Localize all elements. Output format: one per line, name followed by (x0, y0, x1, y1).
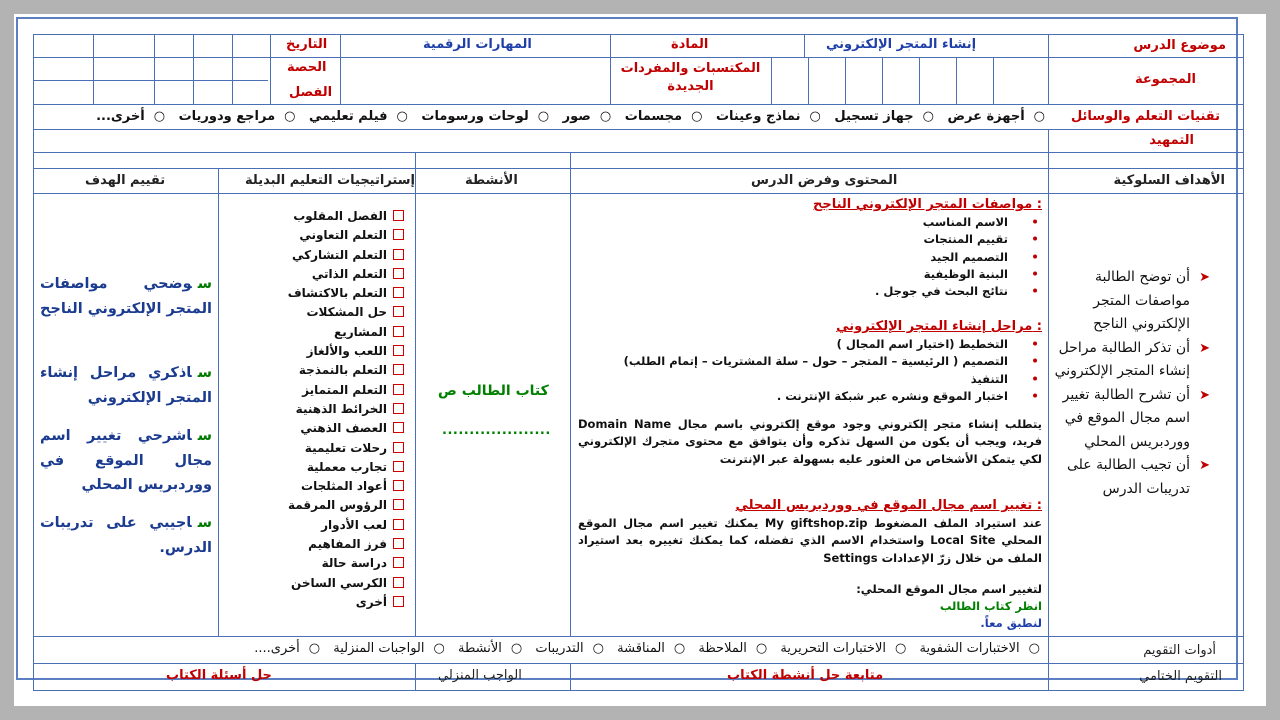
homework-label: الواجب المنزلي (438, 668, 522, 683)
strategy-item[interactable]: التعلم المتمايز (288, 381, 404, 400)
checkbox-icon[interactable] (393, 210, 404, 221)
specs-list (875, 214, 1042, 300)
assessment-option[interactable]: ○الواجبات المنزلية (333, 641, 445, 656)
assessment-option[interactable]: ○الاختبارات الشفوية (919, 641, 1040, 656)
course-label: المادة (671, 37, 709, 52)
intro-label: التمهيد (1149, 133, 1194, 148)
tools-option[interactable]: ○فيلم تعليمي (309, 109, 408, 124)
apply-together-note: لنطبق معاً. (980, 616, 1042, 630)
checkbox-icon[interactable] (393, 306, 404, 317)
assessment-options (245, 641, 1040, 657)
arrow-left-icon: ➤ (1199, 387, 1210, 403)
checkbox-icon[interactable] (393, 229, 404, 240)
strategy-item[interactable]: أعواد المثلجات (288, 477, 404, 496)
vocab-label: المكتسبات والمفردات الجديدة (620, 61, 761, 94)
checkbox-icon[interactable] (393, 596, 404, 607)
assessment-option[interactable]: ○الأنشطة (457, 641, 523, 656)
domain-paragraph: يتطلب إنشاء متجر إلكتروني وجود موقع إلكتروني باسم مجال Domain Name فريد، ويجب أن يكون من السهل تذكره وأن يتوافق مع محتوى متجرك الإلكتروني لكي يتمكن الأشخاص من العثور عليه بسهولة عبر الإنترنت (578, 417, 1042, 466)
strategy-item[interactable]: رحلات تعليمية (288, 439, 404, 458)
checkbox-icon[interactable] (393, 345, 404, 356)
see-book-note: انظر كتاب الطالب (939, 599, 1042, 613)
arrow-left-icon: ➤ (1199, 340, 1210, 356)
stages-heading: مراحل إنشاء المتجر الإلكتروني : (836, 319, 1042, 334)
checkbox-icon[interactable] (393, 557, 404, 568)
strategy-item[interactable]: العصف الذهني (288, 419, 404, 438)
objective-item: ➤ أن توضح الطالبة مواصفات المتجر الإلكتروني الناجح (1054, 266, 1210, 337)
tools-option[interactable]: ○لوحات ورسومات (421, 109, 550, 124)
assessment-option[interactable]: ○أخرى.... (254, 641, 321, 656)
content-header: المحتوى وفرض الدرس (751, 173, 898, 188)
checkbox-icon[interactable] (393, 577, 404, 588)
stage-item: • التخطيط (اختيار اسم المجال ) (624, 336, 1042, 353)
checkbox-icon[interactable] (393, 364, 404, 375)
tools-option[interactable]: ○مراجع ودوريات (178, 109, 296, 124)
spec-item: • البنية الوظيفية (875, 266, 1042, 283)
arrow-left-icon: ➤ (1199, 458, 1210, 473)
tools-option[interactable]: ○جهاز تسجيل (834, 109, 934, 124)
checkbox-icon[interactable] (393, 538, 404, 549)
strategy-item[interactable]: الكرسي الساخن (288, 574, 404, 593)
tools-options (87, 109, 1045, 125)
class-label: الفصل (289, 85, 333, 100)
checkbox-icon[interactable] (393, 499, 404, 510)
tools-option[interactable]: ○أخرى... (96, 109, 166, 124)
subject-value: إنشاء المتجر الإلكتروني (826, 37, 977, 52)
spec-item: • نتائج البحث في جوجل . (875, 283, 1042, 300)
strategy-item[interactable]: المشاريع (288, 323, 404, 342)
strategy-item[interactable]: لعب الأدوار (288, 516, 404, 535)
assessment-option[interactable]: ○التدريبات (535, 641, 605, 656)
evaluation-question: ساجيبي على تدريبات الدرس. (40, 515, 212, 556)
final-evaluation-label: التقويم الختامي (1139, 669, 1222, 684)
strategies-header: إستراتيجيات التعليم البديلة (245, 173, 415, 188)
homework-value: حل أسئلة الكتاب (166, 668, 272, 683)
strategy-item[interactable]: الرؤوس المرقمة (288, 496, 404, 515)
stage-item: • اختبار الموقع ونشره عبر شبكة الإنترنت . (624, 388, 1042, 405)
assessment-option[interactable]: ○الاختبارات التحريرية (780, 641, 907, 656)
tools-option[interactable]: ○نماذج وعينات (715, 109, 821, 124)
arrow-left-icon: ➤ (1199, 270, 1210, 285)
strategy-item[interactable]: التعلم بالنمذجة (288, 361, 404, 380)
objectives-header: الأهداف السلوكية (1113, 173, 1225, 188)
checkbox-icon[interactable] (393, 442, 404, 453)
tools-label: تقنيات التعلم والوسائل (1070, 109, 1220, 124)
strategies-list (288, 207, 404, 612)
strategy-item[interactable]: تجارب معملية (288, 458, 404, 477)
activities-book: كتاب الطالب ص (438, 383, 549, 399)
activities-header: الأنشطة (465, 173, 518, 188)
course-value: المهارات الرقمية (423, 37, 532, 52)
spec-item: • التصميم الجيد (875, 249, 1042, 266)
checkbox-icon[interactable] (393, 461, 404, 472)
strategy-item[interactable]: التعلم الذاتي (288, 265, 404, 284)
checkbox-icon[interactable] (393, 403, 404, 414)
checkbox-icon[interactable] (393, 422, 404, 433)
tools-option[interactable]: ○صور (562, 109, 612, 124)
tools-option[interactable]: ○مجسمات (624, 109, 703, 124)
activities-page-dots: .................... (442, 423, 551, 438)
checkbox-icon[interactable] (393, 249, 404, 260)
strategy-item[interactable]: اللعب والألغاز (288, 342, 404, 361)
rename-heading: تغيير اسم مجال الموقع في ووردبريس المحلي : (735, 498, 1042, 513)
date-label: التاريخ (286, 37, 328, 52)
strategy-item[interactable]: حل المشكلات (288, 303, 404, 322)
objective-item: ➤ أن تشرح الطالبة تغيير اسم مجال الموقع في ووردبريس المحلي (1054, 384, 1210, 455)
final-evaluation-value: متابعة حل أنشطة الكتاب (727, 668, 884, 683)
specs-heading: مواصفات المتجر الإلكتروني الناجح : (813, 197, 1042, 212)
checkbox-icon[interactable] (393, 268, 404, 279)
evaluation-question: سوضحي مواصفات المتجر الإلكتروني الناجح (39, 276, 212, 317)
period-label: الحصة (287, 60, 327, 75)
strategy-item[interactable]: الفصل المقلوب (288, 207, 404, 226)
strategy-item[interactable]: التعلم التشاركي (288, 246, 404, 265)
strategy-item[interactable]: أخرى (288, 593, 404, 612)
spec-item: • تقييم المنتجات (875, 231, 1042, 248)
group-label: المجموعة (1134, 72, 1196, 87)
strategy-item[interactable]: فرز المفاهيم (288, 535, 404, 554)
checkbox-icon[interactable] (393, 287, 404, 298)
checkbox-icon[interactable] (393, 480, 404, 491)
tools-option[interactable]: ○أجهزة عرض (947, 109, 1045, 124)
checkbox-icon[interactable] (393, 326, 404, 337)
stages-list (624, 336, 1042, 405)
strategy-item[interactable]: التعلم التعاوني (288, 226, 404, 245)
strategy-item[interactable]: التعلم بالاكتشاف (288, 284, 404, 303)
rename-steps-line: لتغيير اسم مجال الموقع المحلي: (856, 582, 1042, 596)
evaluation-question: ساذكري مراحل إنشاء المتجر الإلكتروني (40, 365, 212, 406)
strategy-item[interactable]: دراسة حالة (288, 554, 404, 573)
rename-paragraph: عند استيراد الملف المضغوط My giftshop.zip يمكنك تغيير اسم مجال الموقع المحلي Local Site واستخدام الاسم الذي تفضله، كما يمكنك تغييره بعد استيراد الملف من خلال زرّ الإعدادات Settings (578, 516, 1042, 565)
evaluation-question: ساشرحي تغيير اسم مجال الموقع في ووردبريس المحلي (40, 428, 212, 493)
stage-item: • التصميم ( الرئيسية – المتجر – حول – سلة المشتريات – إتمام الطلب) (624, 353, 1042, 370)
stage-item: • التنفيذ (624, 371, 1042, 388)
strategy-item[interactable]: الخرائط الذهنية (288, 400, 404, 419)
checkbox-icon[interactable] (393, 519, 404, 530)
assessment-option[interactable]: ○المناقشة (617, 641, 686, 656)
checkbox-icon[interactable] (393, 384, 404, 395)
evaluation-header: تقييم الهدف (85, 173, 166, 188)
objectives-list (1054, 266, 1210, 501)
spec-item: • الاسم المناسب (875, 214, 1042, 231)
assessment-label: أدوات التقويم (1143, 643, 1216, 658)
objective-item: ➤ أن تذكر الطالبة مراحل إنشاء المتجر الإلكتروني (1054, 337, 1210, 384)
objective-item: ➤ أن تجيب الطالبة على تدريبات الدرس (1054, 454, 1210, 501)
assessment-option[interactable]: ○الملاحظة (698, 641, 768, 656)
subject-label: موضوع الدرس (1133, 38, 1226, 53)
